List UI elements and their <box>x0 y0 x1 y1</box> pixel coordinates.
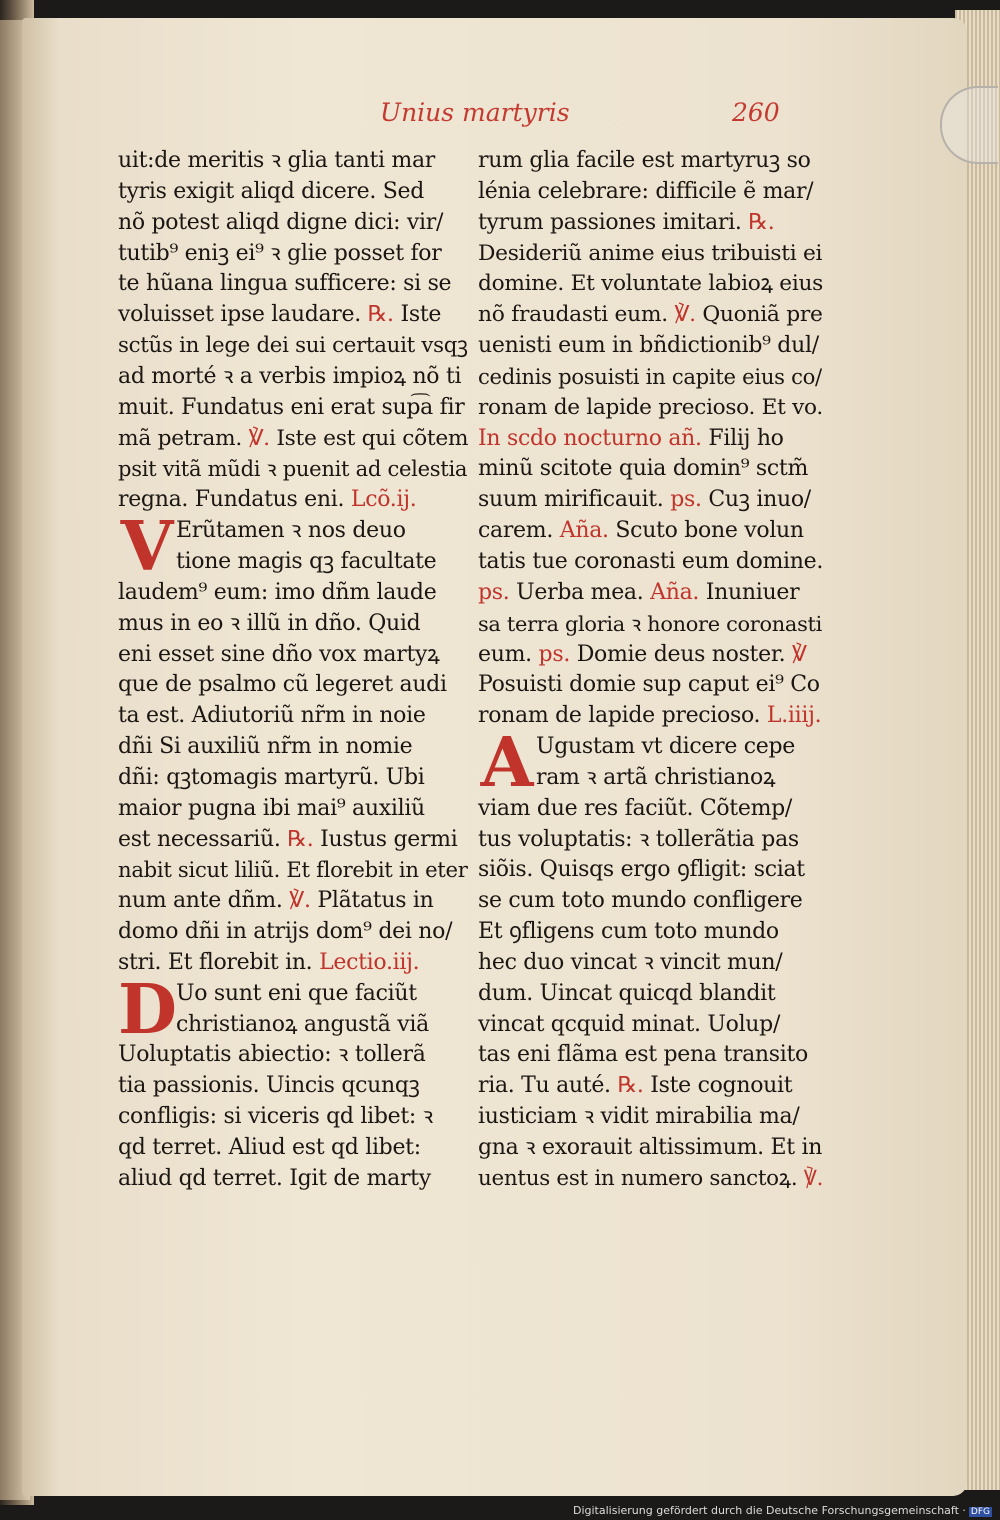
text-line: Et ꝯfligens cum toto mundo <box>478 919 779 945</box>
text-line: domo dñi in atrijs dom⁹ dei no/ <box>118 919 453 945</box>
text-line: te hũana lingua sufficere: si se <box>118 271 452 297</box>
text-line: aliud qd terret. Igit de marty <box>118 1165 431 1191</box>
text-line: uenisti eum in bñdictionib⁹ dul/ <box>478 333 819 359</box>
text-line: sctũs in lege dei sui certauit vsqꝫ <box>118 333 468 359</box>
text-line: nabit sicut liliũ. Et florebit in eter <box>118 857 468 883</box>
text-line: ram ꝛ artã christianoꝝ <box>536 764 776 790</box>
text-line: tyris exigit aliqd dicere. Sed <box>118 178 425 204</box>
text-line: stri. Et florebit in. Lectio.iij. <box>118 949 420 975</box>
text-line: siõis. Quisqs ergo ꝯfligit: sciat <box>478 857 805 883</box>
text-line: ad morté ꝛ a verbis impioꝝ nõ ti <box>118 363 462 389</box>
text-line: Erũtamen ꝛ nos deuo <box>176 518 406 544</box>
text-line: muit. Fundatus eni erat sup͡a fir <box>118 394 465 420</box>
left-column <box>118 146 468 1195</box>
text-line: gna ꝛ exorauit altissimum. Et in <box>478 1135 823 1160</box>
text-line: ronam de lapide precioso. L.iiij. <box>478 703 822 729</box>
rubricated-initial: D <box>118 969 177 1050</box>
text-line: laudem⁹ eum: imo dñm laude <box>118 579 437 605</box>
text-line: tione magis qꝫ facultate <box>176 548 437 574</box>
text-line: uit:de meritis ꝛ glia tanti mar <box>118 148 436 173</box>
text-line: tatis tue coronasti eum domine. <box>478 548 824 574</box>
text-line: ronam de lapide precioso. Et vo. <box>478 394 823 420</box>
text-line: dum. Uincat quicqd blandit <box>478 980 776 1006</box>
text-line: iusticiam ꝛ vidit mirabilia ma/ <box>478 1104 800 1130</box>
digitization-credit <box>573 1504 992 1517</box>
text-line: ta est. Adiutoriũ nr̃m in noie <box>118 703 426 729</box>
text-line: hec duo vincat ꝛ vincit mun/ <box>478 949 783 975</box>
text-line: nõ fraudasti eum. ℣. Quoniã pre <box>478 302 823 328</box>
running-title: Unius martyris <box>380 98 570 127</box>
text-line: Ugustam vt dicere cepe <box>536 734 795 760</box>
text-line: qd terret. Aliud est qd libet: <box>118 1135 421 1160</box>
text-line: mus in eo ꝛ illũ in dño. Quid <box>118 610 421 636</box>
dfg-logo: DFG <box>970 1507 990 1517</box>
text-line: Desideriũ anime eius tribuisti ei <box>478 240 823 266</box>
text-line: dñi Si auxiliũ nr̃m in nomie <box>118 734 413 760</box>
text-line: christianoꝝ angustã viã <box>176 1011 429 1037</box>
text-line: nõ potest aliqd digne dici: vir/ <box>118 209 444 235</box>
text-line: suum mirificauit. ps. Cuꝫ inuo/ <box>478 487 811 513</box>
text-line: eum. ps. Domie deus noster. ℣ <box>478 641 807 667</box>
text-line: num ante dñm. ℣. Plãtatus in <box>118 888 434 914</box>
text-line: ria. Tu auté. ℞. Iste cognouit <box>478 1073 793 1099</box>
text-line: uentus est in numero sanctoꝝ. ℣. <box>478 1165 824 1191</box>
credit-text: Digitalisierung gefördert durch die Deutsche Forschungsgemeinschaft · <box>572 1504 966 1517</box>
text-line: viam due res faciũt. Cõtemp/ <box>478 795 793 821</box>
right-column <box>478 146 823 1195</box>
text-line: Posuisti domie sup caput ei⁹ Co <box>478 672 820 698</box>
text-line: domine. Et voluntate labioꝝ eius <box>478 271 823 297</box>
text-line: tutib⁹ eniꝫ ei⁹ ꝛ glie posset for <box>118 240 442 266</box>
text-line: ps. Uerba mea. Aña. Inuniuer <box>478 579 800 605</box>
text-line: dñi: qꝫtomagis martyrũ. Ubi <box>118 764 425 790</box>
text-line: carem. Aña. Scuto bone volun <box>478 518 804 544</box>
text-line: voluisset ipse laudare. ℞. Iste <box>118 302 442 328</box>
text-line: In scdo nocturno añ. Filij ho <box>478 425 784 451</box>
text-line: lénia celebrare: difficile ẽ mar/ <box>478 178 814 204</box>
text-line: mã petram. ℣. Iste est qui cõtem <box>118 425 469 451</box>
folio-number: 260 <box>732 98 780 127</box>
text-line: est necessariũ. ℞. Iustus germi <box>118 826 458 852</box>
rubricated-initial: A <box>480 723 534 804</box>
text-line: sa terra gloria ꝛ honore coronasti <box>478 611 822 636</box>
text-line: cedinis posuisti in capite eius co/ <box>478 363 822 389</box>
text-line: rum glia facile est martyruꝫ so <box>478 148 811 173</box>
text-line: se cum toto mundo confligere <box>478 888 803 914</box>
text-line: tus voluptatis: ꝛ tollerãtia pas <box>478 826 799 852</box>
text-line: Uo sunt eni que faciũt <box>176 980 417 1006</box>
text-line: tas eni flãma est pena transito <box>478 1042 809 1068</box>
text-line: tyrum passiones imitari. ℞. <box>478 209 775 235</box>
text-line: minũ scitote quia domin⁹ sctm̃ <box>478 456 809 482</box>
rubricated-initial: V <box>120 507 174 588</box>
text-line: maior pugna ibi mai⁹ auxiliũ <box>118 795 425 821</box>
text-line: Uoluptatis abiectio: ꝛ tollerã <box>118 1042 426 1068</box>
text-line: psit vitã mũdi ꝛ puenit ad celestia <box>118 456 468 482</box>
text-line: tia passionis. Uincis qcunqꝫ <box>118 1073 420 1099</box>
text-line: que de psalmo cũ legeret audi <box>118 672 447 698</box>
page-header <box>380 98 780 132</box>
text-line: eni esset sine dño vox martyꝝ <box>118 641 440 667</box>
text-line: regna. Fundatus eni. Lcõ.ij. <box>118 487 417 513</box>
text-line: confligis: si viceris qd libet: ꝛ <box>118 1104 433 1130</box>
text-line: vincat qcquid minat. Uolup/ <box>478 1011 781 1037</box>
